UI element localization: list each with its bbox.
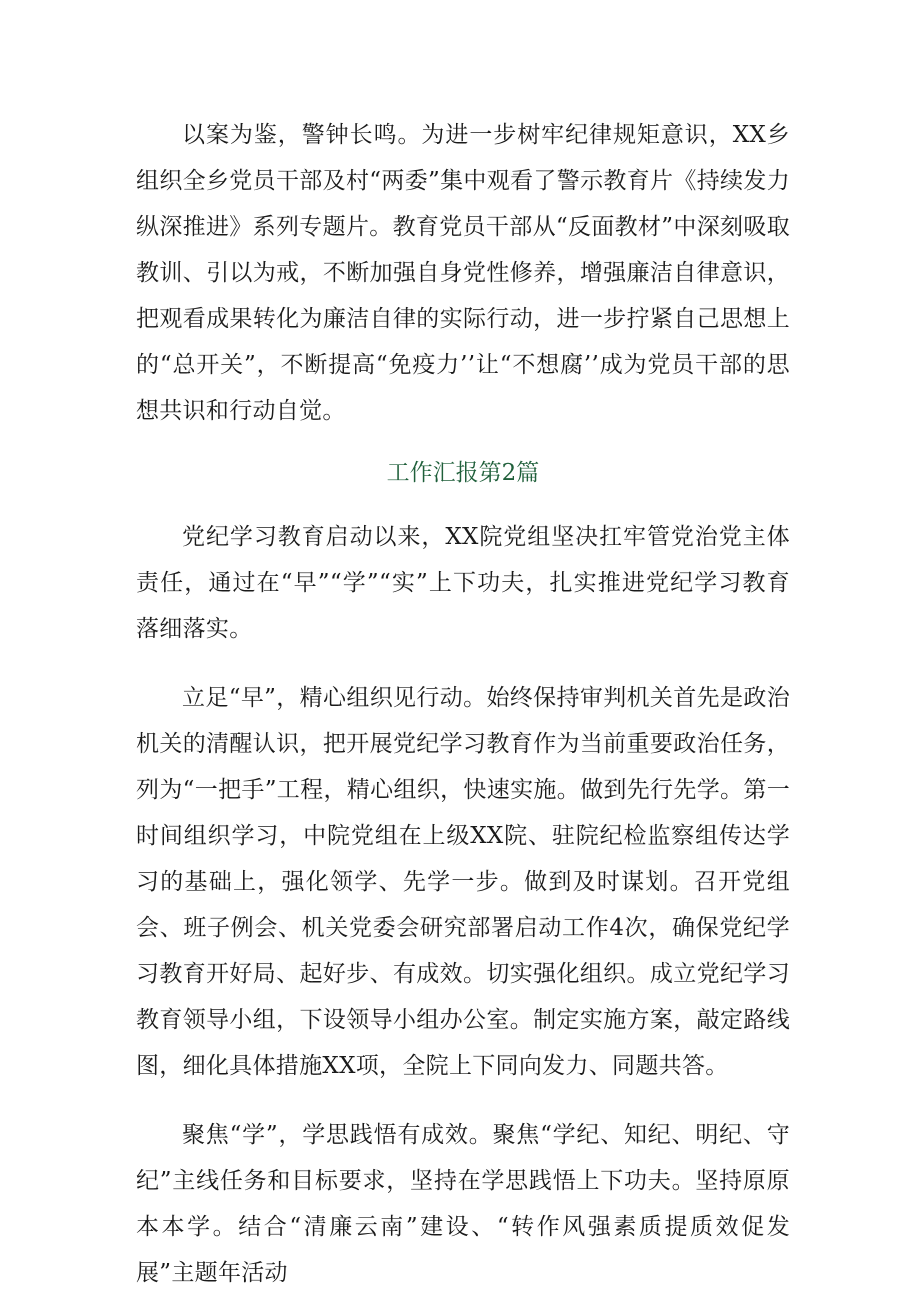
document-body bbox=[136, 112, 790, 1296]
paragraph-intro: 党纪学习教育启动以来，XX院党组坚决扛牢管党治党主体责任，通过在“早”“学”“实”上下功夫，扎实推进党纪学习教育落细落实。 bbox=[136, 524, 790, 642]
section-heading: 工作汇报第2篇 bbox=[386, 460, 540, 486]
paragraph-study-focus: 聚焦“学”，学思践悟有成效。聚焦“学纪、知纪、明纪、守纪”主线任务和目标要求，坚持在学思践悟上下功夫。坚持原原本本学。结合“清廉云南”建设、“转作风强素质提质效促发展”主题年活动 bbox=[136, 1122, 790, 1286]
paragraph-early-organization: 立足“早”，精心组织见行动。始终保持审判机关首先是政治机关的清醒认识，把开展党纪学习教育作为当前重要政治任务，列为“一把手”工程，精心组织，快速实施。做到先行先学。第一时间组织学习，中院党组在上级XX院、驻院纪检监察组传达学习的基础上，强化领学、先学一步。做到及时谋划。召开党组会、班子例会、机关党委会研究部署启动工作4次，确保党纪学习教育开好局、起好步、有成效。切实强化组织。成立党纪学习教育领导小组，下设领导小组办公室。制定实施方案，敲定路线图，细化具体措施XX项，全院上下同向发力、同题共答。 bbox=[136, 685, 790, 1079]
paragraph-warning-education: 以案为鉴，警钟长鸣。为进一步树牢纪律规矩意识，XX乡组织全乡党员干部及村“两委”集中观看了警示教育片《持续发力纵深推进》系列专题片。教育党员干部从“反面教材”中深刻吸取教训、引以为戒，不断加强自身党性修养，增强廉洁自律意识，把观看成果转化为廉洁自律的实际行动，进一步拧紧自己思想上的“总开关”，不断提高“免疫力’’让“不想腐’’成为党员干部的思想共识和行动自觉。 bbox=[136, 122, 790, 424]
